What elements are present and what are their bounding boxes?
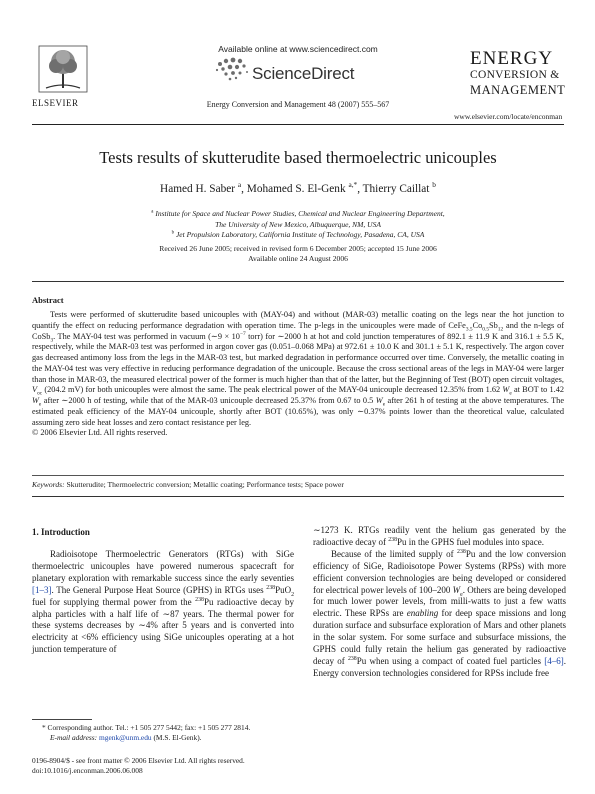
author-name: , Mohamed S. El-Genk: [241, 183, 349, 195]
header-rule: [32, 124, 564, 125]
author-name: , Thierry Caillat: [357, 183, 433, 195]
publisher-name: ELSEVIER: [32, 98, 79, 108]
keywords-list: Skutterudite; Thermoelectric conversion; Metallic coating; Performance tests; Space power: [66, 480, 344, 489]
abstract-top-rule: [32, 281, 564, 282]
intro-column-left: Radioisotope Thermoelectric Generators (RTGs) with SiGe thermoelectric unicouples have powered numerous spacecraft for planetary exploration with remarkable success since the early seventies [1–3]. The General Purpose Heat Source (GPHS) in RTGs uses $^{238}$PuO$_2$ fuel for supplying thermal power from the $^{238}$Pu radioactive decay by alpha particles with a half life of ∼87 years. The thermal power for these systems decreases by ∼4% after 5 years and is converted into electricity at <6% efficiency using SiGe unicouples operating at a hot junction temperature of: [32, 549, 294, 655]
email-label: E-mail address:: [50, 732, 98, 742]
issn-line: 0196-8904/$ - see front matter © 2006 Elsevier Ltd. All rights reserved.: [32, 756, 245, 765]
elsevier-tree-icon: [36, 44, 90, 98]
abstract-copyright: © 2006 Elsevier Ltd. All rights reserved.: [32, 428, 168, 438]
affiliation-b: Jet Propulsion Laboratory, California Institute of Technology, Pasadena, CA, USA: [175, 230, 425, 240]
abstract-bottom-rule: [32, 475, 564, 476]
abstract-body: Tests were performed of skutterudite based unicouples with (MAY-04) and without (MAR-03) metallic coating on the legs near the hot junction to quantify the effect on reducing performance degradation with operation time. The p-legs in the unicouples were made of $CeFe_{3.5}Co_{0.5}Sb_{12}$ and the n-legs of CoSb$_3$. The MAY-04 test was performed in vacuum (∼9 × $10^{-7}$ torr) for ∼2000 h at hot and cold junction temperatures of 892.1 ± 11.9 K and 316.1 ± 5.5 K, respectively, while the MAR-03 test was performed in argon cover gas (0.051–0.068 MPa) at 972.61 ± 10.0 K and 301.1 ± 5.1 K, respectively. The argon cover gas decreased antimony loss from the legs in the MAR-03 test, but marked degradation in performance occurred over time. Conversely, the metallic coating in the MAY-04 test was very effective in reducing performance degradation of the unicouple. Because the cross sectional areas of the legs in MAY-04 were larger than those in MAR-03, the measured electrical power of the former is much higher than that of the latter, but the Beginning of Test (BOT) open circuit voltages, $V_{oc}$ (204.2 mV) for both unicouples were almost the same. The peak electrical power of the MAY-04 unicouple decreased 12.35% from 1.62 $W_e$ at BOT to 1.42 $W_e$ after ∼2000 h of testing, while that of the MAR-03 unicouple decreased 25.37% from 0.67 to 0.5 $W_e$ after 261 h of testing at the above temperatures. The estimated peak efficiency of the MAY-04 unicouple, shortly after BOT (10.65%), was only ∼0.37% points lower than the theoretical value, calculated assuming zero side heat losses and zero contact resistance per leg. © 2006 Elsevier Ltd. All rights reserved.: [32, 310, 565, 438]
sciencedirect-dots-icon: [214, 54, 250, 84]
doi-line[interactable]: doi:10.1016/j.enconman.2006.06.008: [32, 766, 143, 775]
article-title: Tests results of skutterudite based thermoelectric unicouples: [99, 148, 497, 167]
journal-citation: Energy Conversion and Management 48 (2007) 555–567: [206, 100, 390, 109]
author-name: Hamed H. Saber: [160, 183, 238, 195]
affiliation-a-line-1: Institute for Space and Nuclear Power Studies, Chemical and Nuclear Engineering Department,: [155, 209, 445, 218]
journal-logo: [470, 50, 570, 97]
citation-link[interactable]: [1–3]: [32, 584, 52, 595]
journal-title-line-2: CONVERSION &: [470, 69, 560, 81]
keywords-label: Keywords:: [32, 480, 65, 489]
email-link[interactable]: mgenk@unm.edu: [99, 732, 152, 742]
journal-title-line-3: MANAGEMENT: [470, 83, 566, 97]
elsevier-logo: [36, 44, 90, 98]
abstract-heading: Abstract: [32, 295, 64, 305]
footnote: [32, 723, 294, 743]
keywords-rule: [32, 496, 564, 497]
affiliation-a: $^a$ Institute for Space and Nuclear Power Studies, Chemical and Nuclear Engineering Department, The University of New Mexico, Albuquerque, NM, USA $^b$ Jet Propulsion Laboratory, California Institute of Technology, Pasadena, CA, USA: [32, 209, 564, 241]
journal-title-line-1: ENERGY: [470, 48, 554, 69]
affiliation-a-line-2: The University of New Mexico, Albuquerque, NM, USA: [215, 219, 381, 229]
email-suffix: (M.S. El-Genk).: [153, 732, 202, 742]
intro-column-right: ∼1273 K. RTGs readily vent the helium gas generated by the radioactive decay of $^{238}$Pu in the GPHS fuel modules into space. Because of the limited supply of $^{238}$Pu and the low conversion efficiency of SiGe, Radioisotope Power Systems (RPSs) with more efficient conversion technologies are being developed or considered for electrical power levels of 100–200 $W_e$. Others are being developed for much lower power levels, from milli-watts to just a few watts electric. These RPSs are enabling for deep space missions and long duration surface and subsurface exploration of Mars and other planets in the solar system. For some surface and subsurface missions, the GPHS could fully retain the helium gas generated by radioactive decay of $^{238}$Pu when using a compact of coated fuel particles [4–6]. Energy conversion technologies considered for RPSs include free: [313, 525, 567, 678]
author-list: Hamed H. Saber $^a$, Mohamed S. El-Genk $^{a,*}$, Thierry Caillat $^b$: [160, 180, 436, 195]
keywords: [32, 480, 564, 489]
available-online-date: Available online 24 August 2006: [248, 254, 348, 263]
sciencedirect-wordmark[interactable]: ScienceDirect: [252, 64, 355, 83]
footnote-rule: [32, 719, 92, 720]
citation-link[interactable]: [4–6]: [544, 655, 564, 666]
available-online-text[interactable]: Available online at www.sciencedirect.com: [218, 44, 378, 54]
section-heading: 1. Introduction: [32, 527, 90, 537]
journal-url[interactable]: www.elsevier.com/locate/enconman: [454, 112, 563, 121]
corresponding-author: * Corresponding author. Tel.: +1 505 277 5442; fax: +1 505 277 2814.: [42, 723, 251, 732]
sciencedirect-logo: [214, 54, 250, 84]
received-dates: Received 26 June 2005; received in revised form 6 December 2005; accepted 15 June 2006: [159, 244, 437, 253]
